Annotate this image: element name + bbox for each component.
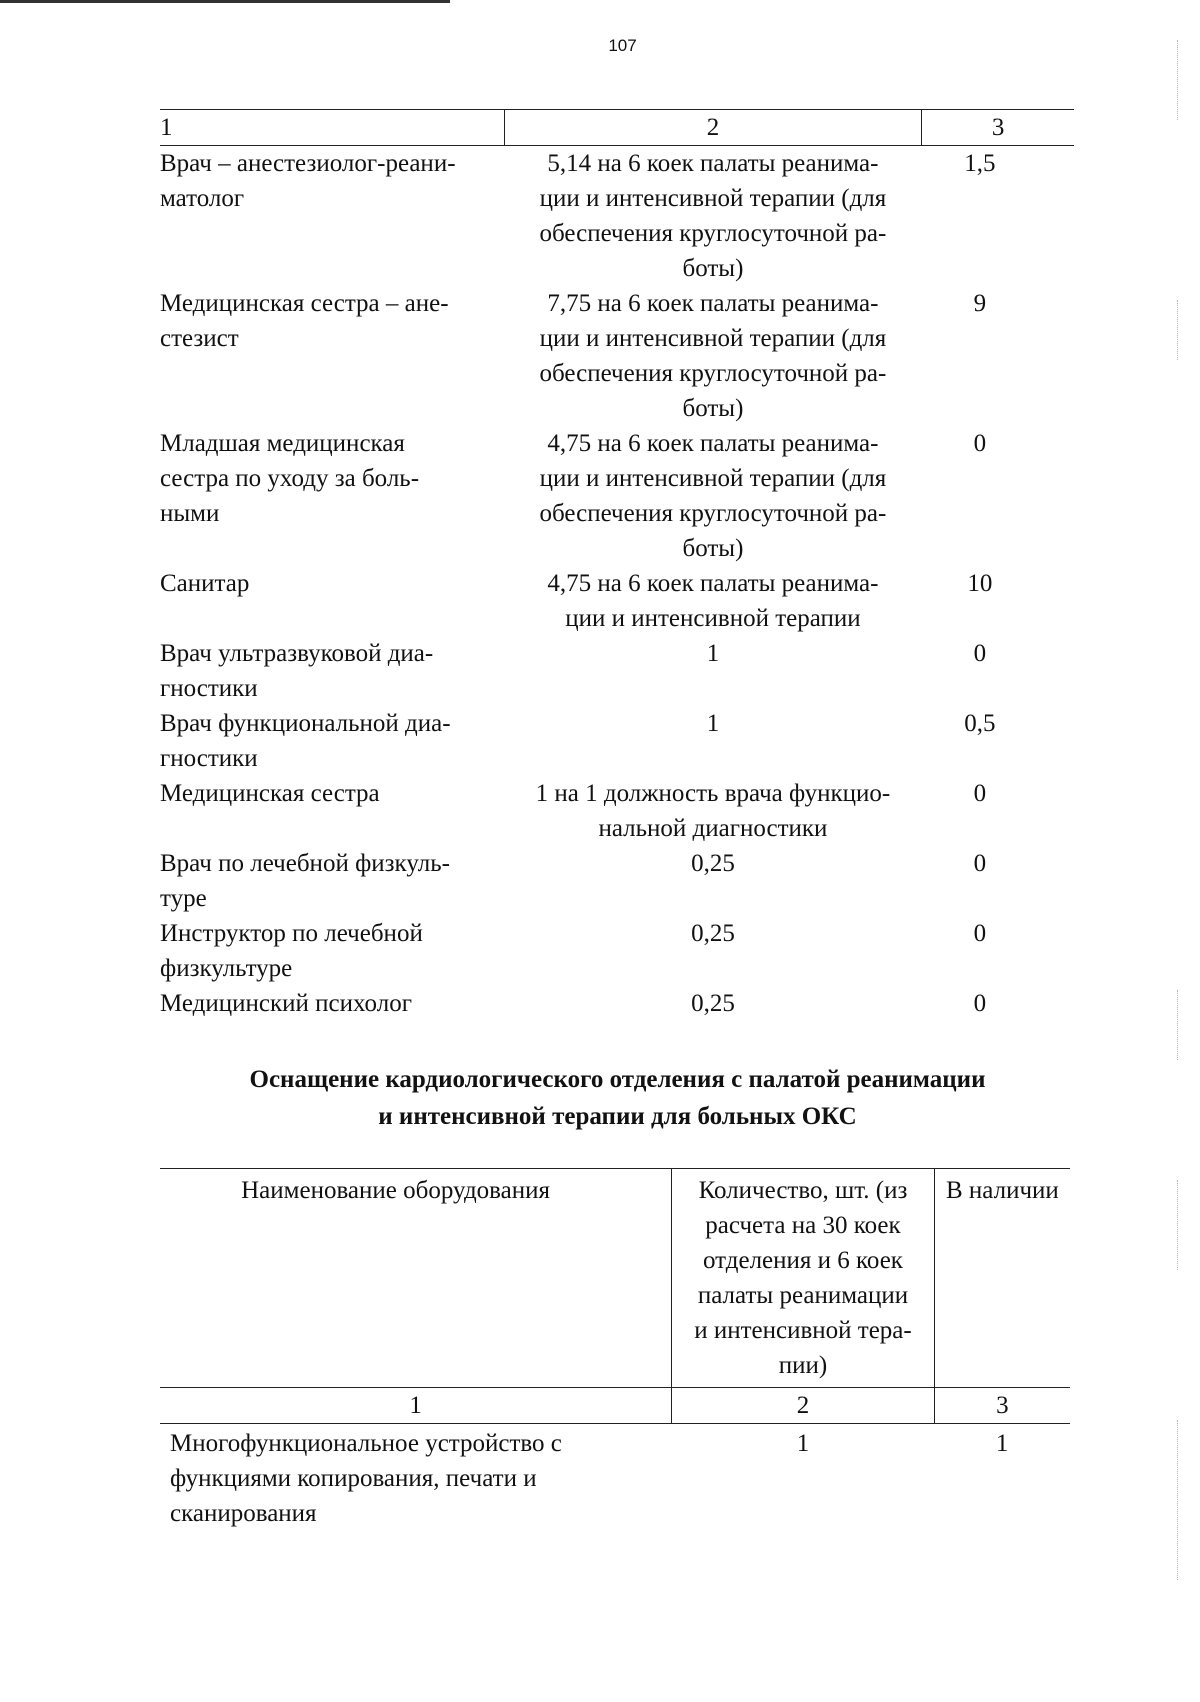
table-row xyxy=(160,426,1074,566)
staff-position-cell: Врач по лечебной физкуль- туре xyxy=(160,850,450,912)
table-row xyxy=(160,706,1074,776)
staff-position-cell: Врач ультразвуковой диа- гностики xyxy=(160,640,434,702)
equipment-header-available: В наличии xyxy=(934,1169,1070,1388)
section-title xyxy=(0,1061,1200,1135)
equipment-name-cell: Многофункциональное устройство с функциями копирования, печати и сканирования xyxy=(170,1430,562,1527)
equipment-column-numbers-row xyxy=(160,1388,1070,1424)
scan-margin-mark xyxy=(1176,1180,1178,1270)
staff-norm-cell: 4,75 на 6 коек палаты реанима- ции и интенсивной терапии xyxy=(547,570,879,632)
staff-value-cell: 0 xyxy=(973,780,987,807)
staff-norm-cell: 5,14 на 6 коек палаты реанима- ции и интенсивной терапии (для обеспечения круглосуточной ра- боты) xyxy=(539,150,887,282)
staff-value-cell: 0,5 xyxy=(964,710,996,737)
staff-value-cell: 0 xyxy=(973,920,987,947)
staff-value-cell: 0 xyxy=(973,850,987,877)
table-row xyxy=(160,776,1074,846)
staff-value-cell: 1,5 xyxy=(964,150,996,177)
staff-value-cell: 9 xyxy=(973,290,987,317)
staff-value-cell: 0 xyxy=(973,640,987,667)
table-row xyxy=(160,846,1074,916)
equipment-header-quantity: Количество, шт. (из расчета на 30 коек отделения и 6 коек палаты реанимации и интенсивной тера- пии) xyxy=(672,1169,935,1388)
staff-header-col2: 2 xyxy=(504,110,922,146)
table-row xyxy=(160,986,1074,1021)
section-title-line2: и интенсивной терапии для больных ОКС xyxy=(378,1103,857,1130)
table-row xyxy=(160,636,1074,706)
staff-table-body xyxy=(160,146,1074,1022)
staff-norm-cell: 0,25 xyxy=(691,990,735,1017)
scan-edge-line xyxy=(0,0,450,3)
equipment-table-body xyxy=(160,1169,1070,1532)
equipment-quantity-cell: 1 xyxy=(796,1430,810,1457)
staff-norm-cell: 0,25 xyxy=(691,850,735,877)
scan-margin-mark xyxy=(1176,990,1178,1060)
section-title-line1: Оснащение кардиологического отделения с палатой реанимации xyxy=(249,1066,986,1093)
staff-norm-cell: 4,75 на 6 коек палаты реанима- ции и интенсивной терапии (для обеспечения круглосуточной ра- боты) xyxy=(539,430,887,562)
staff-position-cell: Врач функциональной диа- гностики xyxy=(160,710,451,772)
staff-value-cell: 0 xyxy=(973,990,987,1017)
staff-table xyxy=(160,109,1074,1021)
staff-norm-cell: 1 xyxy=(706,640,720,667)
staff-header-col3: 3 xyxy=(922,110,1074,146)
staff-value-cell: 0 xyxy=(973,430,987,457)
equipment-col-number-2: 2 xyxy=(672,1388,935,1424)
staff-position-cell: Санитар xyxy=(160,570,250,597)
staff-value-cell: 10 xyxy=(967,570,993,597)
staff-position-cell: Медицинская сестра – ане- стезист xyxy=(160,290,449,352)
staff-position-cell: Инструктор по лечебной физкультуре xyxy=(160,920,423,982)
table-row xyxy=(160,286,1074,426)
equipment-table xyxy=(160,1168,1070,1531)
table-row xyxy=(160,1424,1070,1532)
staff-header-col1: 1 xyxy=(160,110,504,146)
equipment-header-row xyxy=(160,1169,1070,1388)
scan-margin-mark xyxy=(1176,1420,1178,1580)
staff-norm-cell: 1 на 1 должность врача функцио- нальной диагностики xyxy=(535,780,891,842)
table-row xyxy=(160,566,1074,636)
scan-margin-mark xyxy=(1176,40,1178,120)
staff-norm-cell: 7,75 на 6 коек палаты реанима- ции и интенсивной терапии (для обеспечения круглосуточной ра- боты) xyxy=(539,290,887,422)
table-row xyxy=(160,916,1074,986)
equipment-col-number-3: 3 xyxy=(934,1388,1070,1424)
staff-position-cell: Младшая медицинская сестра по уходу за боль- ными xyxy=(160,430,420,527)
equipment-col-number-1: 1 xyxy=(160,1388,672,1424)
scan-margin-mark xyxy=(1176,300,1178,360)
staff-norm-cell: 0,25 xyxy=(691,920,735,947)
equipment-available-cell: 1 xyxy=(995,1430,1009,1457)
equipment-header-name: Наименование оборудования xyxy=(160,1169,672,1388)
staff-table-header-row xyxy=(160,110,1074,146)
staff-norm-cell: 1 xyxy=(706,710,720,737)
staff-position-cell: Медицинский психолог xyxy=(160,990,412,1017)
staff-position-cell: Медицинская сестра xyxy=(160,780,380,807)
page-number: 107 xyxy=(608,36,637,55)
table-row xyxy=(160,146,1074,287)
staff-position-cell: Врач – анестезиолог-реани- матолог xyxy=(160,150,456,212)
